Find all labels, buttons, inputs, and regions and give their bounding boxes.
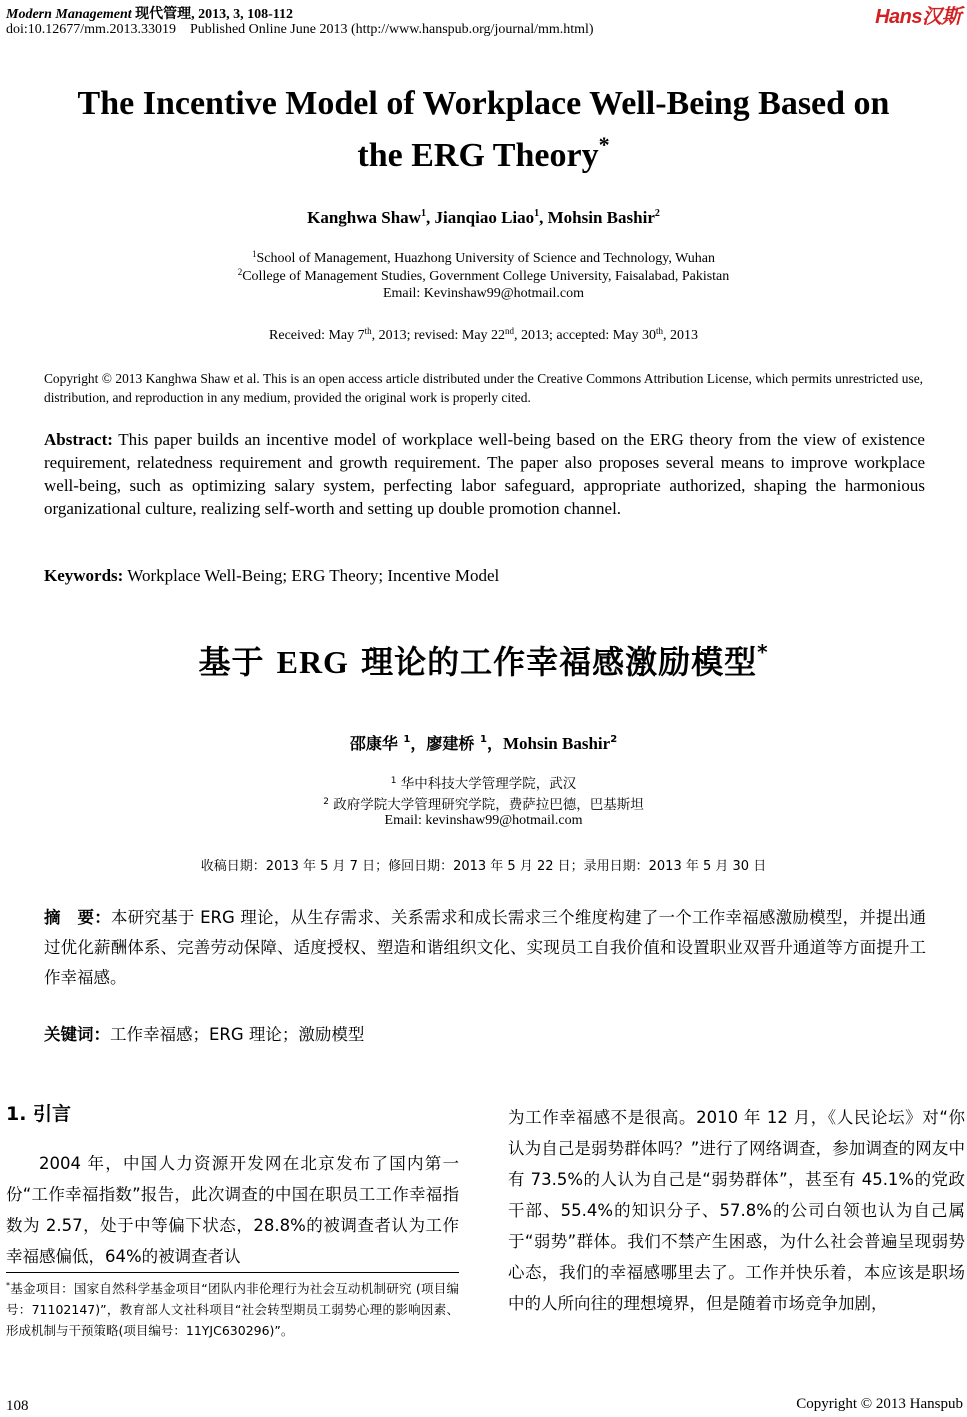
- journal-header: [6, 3, 293, 23]
- page-number: 108: [6, 1398, 29, 1414]
- affil-mark: 1: [251, 249, 257, 259]
- received-text: Received: May 7: [269, 328, 365, 343]
- author-sep: ,: [425, 208, 435, 227]
- affil-text: College of Management Studies, Government College University, Faisalabad, Pakistan: [242, 269, 730, 284]
- paper-title-en: [0, 83, 967, 176]
- doi-line: [6, 22, 594, 38]
- body-paragraph: 2004 年，中国人力资源开发网在北京发布了国内第一份“工作幸福指数”报告，此次调查的中国在职员工工作幸福指数为 2.57，处于中等偏下状态，28.8%的被调查者认为工作幸福感偏低，64%的被调查者认: [6, 1154, 459, 1266]
- affil-text: School of Management, Huazhong University of Science and Technology, Wuhan: [256, 251, 716, 266]
- copyright-notice-en: Copyright © 2013 Kanghwa Shaw et al. This is an open access article distributed under the Creative Commons Attribution License, which permits unrestricted use, distribution, and reproduction in any medium, provided the original work is properly cited.: [44, 371, 923, 405]
- author-affil-mark: 1: [479, 734, 487, 745]
- abstract-cn-label: 摘 要：: [44, 908, 111, 927]
- author-affil-mark: 1: [534, 208, 540, 219]
- year-text: , 2013: [662, 328, 698, 343]
- affiliation-en-1: [0, 249, 967, 267]
- ordinal: th: [655, 326, 663, 336]
- footnote-mark: *: [6, 1281, 10, 1290]
- ordinal: th: [364, 326, 372, 336]
- body-column-left: [6, 1148, 459, 1272]
- author-affil-mark: 1: [403, 734, 411, 745]
- journal-info: 现代管理, 2013, 3, 108-112: [135, 7, 294, 22]
- title-line-1: The Incentive Model of Workplace Well-Being Based on: [77, 85, 890, 122]
- body-paragraph: 为工作幸福感不是很高。2010 年 12 月，《人民论坛》对“你认为自己是弱势群体吗？”进行了网络调查，参加调查的网友中有 73.5%的人认为自己是“弱势群体”，甚至有 45.1%的党政干部、55.4%的知识分子、57.8%的公司白领也认为自己属于“弱势”群体。我们不禁产生困惑，为什么社会普遍呈现弱势心态，我们的幸福感哪里去了。工作并快乐着，本应该是职场中的人所向往的理想境界，但是随着市场竞争加剧，: [508, 1108, 965, 1313]
- affiliation-cn-2: [0, 793, 967, 813]
- abstract-label: Abstract:: [44, 430, 113, 449]
- email-cn[interactable]: Email: kevinshaw99@hotmail.com: [384, 813, 583, 828]
- author-name: Jianqiao Liao: [434, 208, 535, 227]
- revised-text: , 2013; revised: May 22: [371, 328, 506, 343]
- email-en[interactable]: Email: Kevinshaw99@hotmail.com: [382, 286, 585, 301]
- affil-mark: 2: [237, 267, 243, 277]
- author-sep: ，: [410, 734, 427, 753]
- authors-en: [0, 208, 967, 228]
- author-affil-mark: 1: [420, 208, 426, 219]
- affil-text: 华中科技大学管理学院，武汉: [400, 776, 577, 792]
- author-affil-mark: 2: [610, 734, 618, 745]
- title-footnote-mark: *: [598, 132, 610, 157]
- abstract-en: [44, 428, 925, 520]
- publisher-logo: Hans汉斯: [875, 6, 961, 28]
- keywords-label: Keywords:: [44, 566, 124, 585]
- received-dates-en: [0, 326, 967, 344]
- published-online: Published Online June 2013 (http://www.hanspub.org/journal/mm.html): [189, 22, 594, 37]
- author-name: Mohsin Bashir: [547, 208, 655, 227]
- title-cn-part: 理论的工作幸福感激励模型: [348, 643, 758, 681]
- title-cn-latin: ERG: [276, 644, 349, 680]
- affiliation-en-2: [0, 267, 967, 285]
- authors-cn: [0, 731, 967, 754]
- doi-link[interactable]: doi:10.12677/mm.2013.33019: [6, 22, 176, 37]
- received-dates-cn: 收稿日期：2013 年 5 月 7 日；修回日期：2013 年 5 月 22 日；录用日期：2013 年 5 月 30 日: [200, 859, 767, 874]
- title-line-2: the ERG Theory: [357, 137, 599, 174]
- affil-mark: 2: [323, 797, 329, 807]
- body-column-right: [508, 1102, 965, 1319]
- footer-copyright: Copyright © 2013 Hanspub: [796, 1396, 963, 1412]
- affil-text: 政府学院大学管理研究学院，费萨拉巴德，巴基斯坦: [333, 797, 644, 813]
- author-name: 廖建桥: [426, 734, 475, 753]
- author-name: Kanghwa Shaw: [307, 208, 421, 227]
- journal-name: Modern Management: [6, 7, 132, 22]
- paper-title-cn: [0, 637, 967, 683]
- affiliation-cn-1: [0, 772, 967, 792]
- keywords-cn: [44, 1021, 364, 1045]
- author-affil-mark: 2: [654, 208, 660, 219]
- section-heading: 1. 引言: [6, 1103, 72, 1125]
- author-sep: ，: [486, 734, 503, 753]
- title-cn-part: 基于: [198, 643, 277, 681]
- footnote: [6, 1275, 459, 1341]
- abstract-cn: [44, 903, 926, 993]
- author-sep: ,: [539, 208, 548, 227]
- accepted-text: , 2013; accepted: May 30: [514, 328, 656, 343]
- abstract-cn-text: 本研究基于 ERG 理论，从生存需求、关系需求和成长需求三个维度构建了一个工作幸福感激励模型，并提出通过优化薪酬体系、完善劳动保障、适度授权、塑造和谐组织文化、实现员工自我价值和设置职业双晋升通道等方面提升工作幸福感。: [44, 908, 927, 987]
- keywords-text: Workplace Well-Being; ERG Theory; Incentive Model: [127, 566, 500, 585]
- keywords-en: [44, 566, 499, 586]
- author-name: Mohsin Bashir: [502, 734, 611, 753]
- author-name: 邵康华: [349, 734, 398, 753]
- ordinal: nd: [505, 326, 515, 336]
- keywords-cn-text: 工作幸福感；ERG 理论；激励模型: [110, 1025, 365, 1044]
- keywords-cn-label: 关键词：: [44, 1025, 110, 1044]
- abstract-text: This paper builds an incentive model of workplace well-being based on the ERG theory from the view of existence requirement, relatedness requirement and growth requirement. The paper also proposes several means to improve workplace well-being, such as optimizing salary system, perfecting labor safeguard, appropriate authorized, shaping the harmonious organizational culture, realizing self-worth and setting up double promotion channel.: [44, 430, 925, 518]
- footnote-divider: [6, 1272, 459, 1273]
- footnote-text: 基金项目：国家自然科学基金项目“团队内非伦理行为社会互动机制研究 (项目编号：71102147)”，教育部人文社科项目“社会转型期员工弱势心理的影响因素、形成机制与干预策略(项目编号：11YJC630296)”。: [6, 1281, 459, 1338]
- affil-mark: 1: [390, 776, 397, 786]
- title-cn-footnote-mark: *: [757, 640, 769, 664]
